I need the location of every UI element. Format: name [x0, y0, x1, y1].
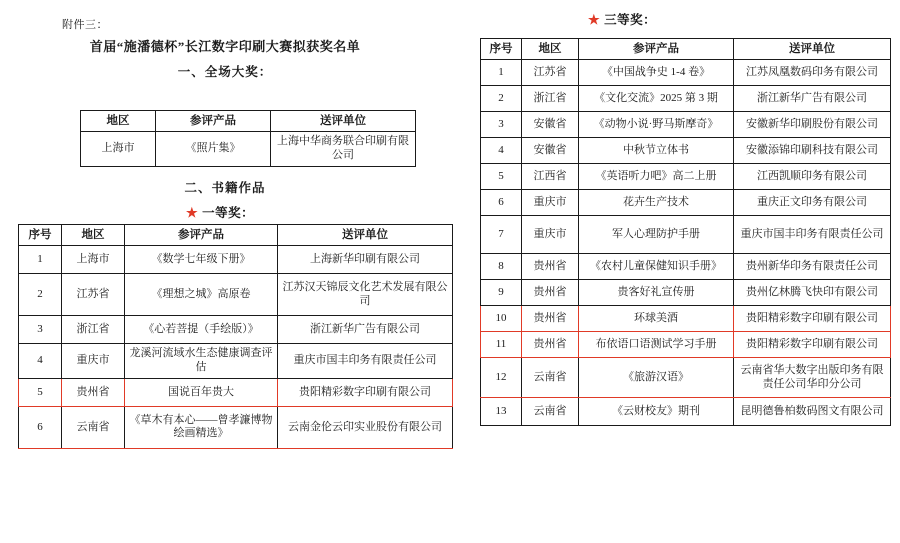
cell-unit: 贵州新华印务有限责任公司	[734, 254, 891, 280]
cell-index: 3	[481, 112, 522, 138]
table-row	[481, 190, 891, 216]
column-header-unit: 送评单位	[278, 225, 453, 246]
table-row	[81, 132, 416, 167]
cell-product: 《农村儿童保健知识手册》	[579, 254, 734, 280]
cell-region: 江苏省	[62, 274, 125, 316]
cell-unit: 贵阳精彩数字印刷有限公司	[734, 306, 891, 332]
table-header-row	[81, 111, 416, 132]
cell-unit: 云南金伦云印实业股份有限公司	[278, 406, 453, 448]
table-row	[19, 316, 453, 344]
cell-region: 贵州省	[522, 280, 579, 306]
column-header-unit: 送评单位	[734, 39, 891, 60]
cell-region: 贵州省	[522, 332, 579, 358]
cell-region: 贵州省	[522, 306, 579, 332]
cell-product: 《文化交流》2025 第 3 期	[579, 86, 734, 112]
table-row	[19, 406, 453, 448]
section-heading-book-works: 二、书籍作品	[184, 181, 266, 195]
cell-unit: 贵阳精彩数字印刷有限公司	[734, 332, 891, 358]
cell-unit: 重庆正文印务有限公司	[734, 190, 891, 216]
cell-region: 安徽省	[522, 138, 579, 164]
cell-index: 5	[19, 378, 62, 406]
column-header-region: 地区	[62, 225, 125, 246]
cell-unit: 江苏凤凰数码印务有限公司	[734, 60, 891, 86]
cell-product: 《云财校友》期刊	[579, 398, 734, 426]
column-header-index: 序号	[481, 39, 522, 60]
cell-region: 上海市	[81, 132, 156, 167]
third-prize-table	[480, 38, 891, 426]
cell-product: 《数学七年级下册》	[125, 246, 278, 274]
table-row	[481, 398, 891, 426]
cell-product: 布依语口语测试学习手册	[579, 332, 734, 358]
cell-unit: 贵阳精彩数字印刷有限公司	[278, 378, 453, 406]
table-row-highlighted	[481, 332, 891, 358]
right-column	[450, 0, 900, 543]
table-row	[19, 246, 453, 274]
cell-unit: 重庆市国丰印务有限责任公司	[278, 344, 453, 379]
cell-unit: 江西凯顺印务有限公司	[734, 164, 891, 190]
table-row	[481, 86, 891, 112]
cell-product: 《理想之城》高原卷	[125, 274, 278, 316]
column-header-product: 参评产品	[125, 225, 278, 246]
cell-index: 3	[19, 316, 62, 344]
cell-region: 云南省	[522, 398, 579, 426]
table-row-highlighted	[481, 306, 891, 332]
table-row	[481, 254, 891, 280]
cell-product: 《旅游汉语》	[579, 358, 734, 398]
cell-product: 贵客好礼宣传册	[579, 280, 734, 306]
cell-product: 国说百年贵大	[125, 378, 278, 406]
column-header-unit: 送评单位	[271, 111, 416, 132]
cell-region: 安徽省	[522, 112, 579, 138]
column-header-region: 地区	[522, 39, 579, 60]
table-row	[481, 280, 891, 306]
cell-index: 2	[19, 274, 62, 316]
cell-index: 8	[481, 254, 522, 280]
cell-unit: 浙江新华广告有限公司	[278, 316, 453, 344]
cell-unit: 上海中华商务联合印刷有限公司	[271, 132, 416, 167]
cell-index: 12	[481, 358, 522, 398]
column-header-product: 参评产品	[579, 39, 734, 60]
page-title: 首届“施潘德杯”长江数字印刷大赛拟获奖名单	[89, 39, 361, 54]
cell-index: 5	[481, 164, 522, 190]
cell-region: 云南省	[522, 358, 579, 398]
table-row	[481, 60, 891, 86]
cell-unit: 昆明德鲁柏数码图文有限公司	[734, 398, 891, 426]
table-row	[481, 112, 891, 138]
third-prize-label-text: 三等奖：	[604, 13, 657, 27]
cell-region: 浙江省	[522, 86, 579, 112]
cell-index: 2	[481, 86, 522, 112]
cell-region: 浙江省	[62, 316, 125, 344]
cell-product: 《英语听力吧》高二上册	[579, 164, 734, 190]
first-prize-table	[18, 224, 453, 449]
cell-product: 花卉生产技术	[579, 190, 734, 216]
table-row	[481, 164, 891, 190]
cell-unit: 上海新华印刷有限公司	[278, 246, 453, 274]
table-row	[19, 344, 453, 379]
cell-index: 6	[481, 190, 522, 216]
cell-region: 江西省	[522, 164, 579, 190]
cell-product: 环球美酒	[579, 306, 734, 332]
cell-unit: 江苏汉天锦辰文化艺术发展有限公司	[278, 274, 453, 316]
cell-product: 《心若菩提（手绘版）》	[125, 316, 278, 344]
cell-product: 《草木有本心——曾孝濂博物绘画精选》	[125, 406, 278, 448]
cell-region: 重庆市	[62, 344, 125, 379]
cell-region: 云南省	[62, 406, 125, 448]
cell-index: 6	[19, 406, 62, 448]
cell-unit: 安徽新华印刷股份有限公司	[734, 112, 891, 138]
table-row	[481, 216, 891, 254]
cell-product: 龙溪河流域水生态健康调查评估	[125, 344, 278, 379]
cell-index: 13	[481, 398, 522, 426]
cell-index: 7	[481, 216, 522, 254]
star-icon: ★	[186, 204, 199, 220]
table-row-highlighted	[19, 378, 453, 406]
cell-unit: 浙江新华广告有限公司	[734, 86, 891, 112]
first-prize-label-text: 一等奖：	[202, 206, 255, 220]
table-header-row	[19, 225, 453, 246]
cell-region: 重庆市	[522, 190, 579, 216]
cell-index: 10	[481, 306, 522, 332]
cell-region: 江苏省	[522, 60, 579, 86]
third-prize-label	[588, 10, 656, 28]
cell-region: 贵州省	[62, 378, 125, 406]
section-heading-grand-prize: 一、全场大奖：	[177, 65, 273, 79]
cell-product: 军人心理防护手册	[579, 216, 734, 254]
cell-index: 9	[481, 280, 522, 306]
table-row	[481, 358, 891, 398]
table-row	[19, 274, 453, 316]
cell-index: 4	[19, 344, 62, 379]
cell-unit: 安徽添锦印刷科技有限公司	[734, 138, 891, 164]
cell-index: 4	[481, 138, 522, 164]
star-icon: ★	[588, 11, 601, 27]
cell-region: 重庆市	[522, 216, 579, 254]
table-header-row	[481, 39, 891, 60]
cell-region: 上海市	[62, 246, 125, 274]
cell-unit: 重庆市国丰印务有限责任公司	[734, 216, 891, 254]
cell-region: 贵州省	[522, 254, 579, 280]
cell-product: 《照片集》	[156, 132, 271, 167]
cell-index: 1	[481, 60, 522, 86]
cell-product: 中秋节立体书	[579, 138, 734, 164]
column-header-product: 参评产品	[156, 111, 271, 132]
column-header-index: 序号	[19, 225, 62, 246]
table-row	[481, 138, 891, 164]
first-prize-label	[186, 203, 254, 221]
attachment-label: 附件三：	[62, 19, 108, 31]
cell-unit: 云南省华大数字出版印务有限责任公司华印分公司	[734, 358, 891, 398]
cell-unit: 贵州亿林腾飞快印有限公司	[734, 280, 891, 306]
cell-product: 《中国战争史 1-4 卷》	[579, 60, 734, 86]
grand-prize-table	[80, 110, 416, 167]
cell-product: 《动物小说·野马斯摩奇》	[579, 112, 734, 138]
column-header-region: 地区	[81, 111, 156, 132]
cell-index: 11	[481, 332, 522, 358]
cell-index: 1	[19, 246, 62, 274]
